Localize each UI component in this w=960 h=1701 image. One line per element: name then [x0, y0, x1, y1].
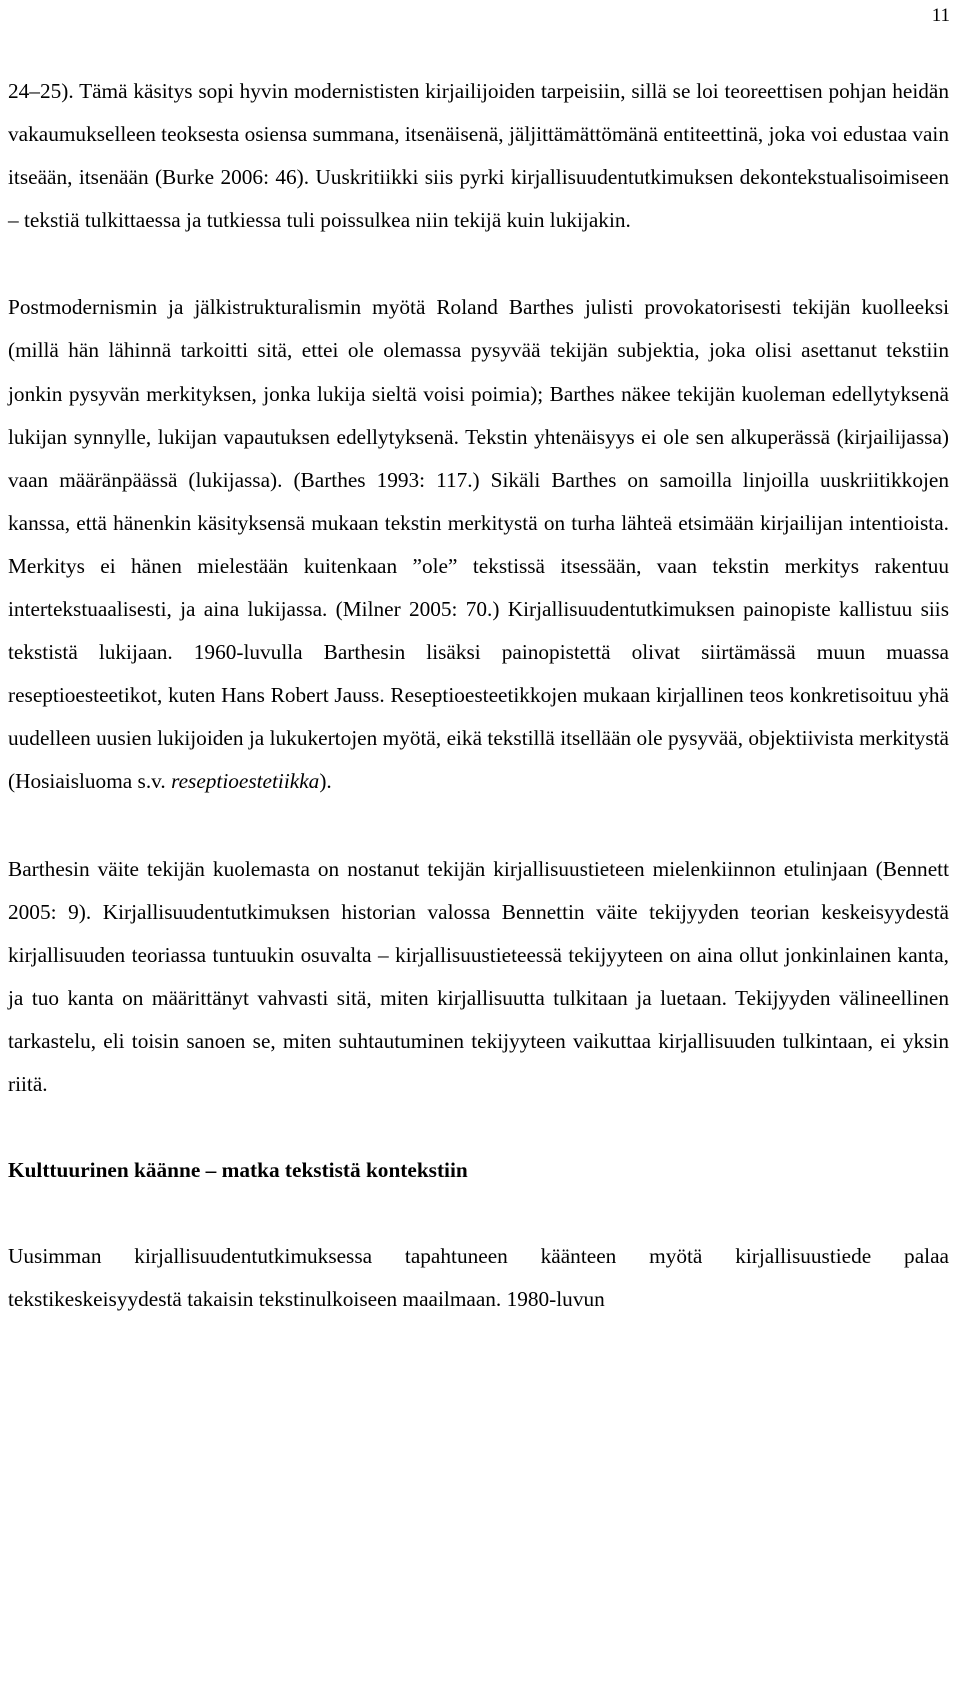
section-heading: Kulttuurinen käänne – matka tekstistä kontekstiin: [8, 1158, 468, 1183]
paragraph-cultural-turn: Uusimman kirjallisuudentutkimuksessa tapahtuneen käänteen myötä kirjallisuustiede palaa tekstikeskeisyydestä takaisin tekstinulkoiseen maailmaan. 1980-luvun: [8, 1244, 949, 1312]
document-body: [8, 70, 949, 1321]
paragraph-authorship-theory: Barthesin väite tekijän kuolemasta on nostanut tekijän kirjallisuustieteen mielenkiinnon etulinjaan (Bennett 2005: 9). Kirjallisuudentutkimuksen historian valossa Bennettin väite tekijyyden teorian keskeisyydestä kirjallisuuden teoriassa tuntuukin osuvalta – kirjallisuustieteessä tekijyyteen on aina ollut jonkinlainen kanta, ja tuo kanta on määrittänyt vahvasti sitä, miten kirjallisuutta tulkitaan ja luetaan. Tekijyyden välineellinen tarkastelu, eli toisin sanoen se, miten suhtautuminen tekijyyteen vaikuttaa kirjallisuuden tulkintaan, ei yksin riitä.: [8, 856, 949, 1096]
paragraph-tail: ).: [319, 769, 332, 794]
page-number: 11: [931, 5, 950, 26]
paragraph-text: Postmodernismin ja jälkistrukturalismin myötä Roland Barthes julisti provokatorisesti tekijän kuolleeksi (millä hän lähinnä tarkoitti sitä, ettei ole olemassa pysyvää tekijän subjektia, joka olisi asettanut tekstiin jonkin pysyvän merkityksen, jonka lukija sieltä voisi poimia); Barthes näkee tekijän kuoleman edellytyksenä lukijan synnylle, lukijan vapautuksen edellytyksenä. Tekstin yhtenäisyys ei ole sen alkuperässä (kirjailijassa) vaan määränpäässä (lukijassa). (Barthes 1993: 117.) Sikäli Barthes on samoilla linjoilla uuskriitikkojen kanssa, että hänenkin käsityksensä mukaan tekstin merkitystä on turha lähteä etsimään kirjailijan intentioista. Merkitys ei hänen mielestään kuitenkaan ”ole” tekstissä itsessään, vaan tekstin merkitys rakentuu intertekstuaalisesti, ja aina lukijassa. (Milner 2005: 70.) Kirjallisuudentutkimuksen painopiste kallistuu siis tekstistä lukijaan. 1960-luvulla Barthesin lisäksi painopistettä olivat siirtämässä muun muassa reseptioesteetikot, kuten Hans Robert Jauss. Reseptioesteetikkojen mukaan kirjallinen teos konkretisoituu yhä uudelleen uusien lukijoiden ja lukukertojen myötä, eikä tekstillä itsellään ole pysyvää, objektiivista merkitystä (Hosiaisluoma s.v.: [8, 295, 949, 794]
paragraph-barthes-death-of-author: [8, 286, 949, 803]
paragraph-new-criticism: 24–25). Tämä käsitys sopi hyvin modernististen kirjailijoiden tarpeisiin, sillä se loi teoreettisen pohjan heidän vakaumukselleen teoksesta osiensa summana, itsenäisenä, jäljittämättömänä entiteettinä, joka voi edustaa vain itseään, itsenään (Burke 2006: 46). Uuskritiikki siis pyrki kirjallisuudentutkimuksen dekontekstualisoimiseen – tekstiä tulkittaessa ja tutkiessa tuli poissulkea niin tekijä kuin lukijakin.: [8, 79, 949, 233]
italic-term: reseptioestetiikka: [171, 769, 320, 794]
